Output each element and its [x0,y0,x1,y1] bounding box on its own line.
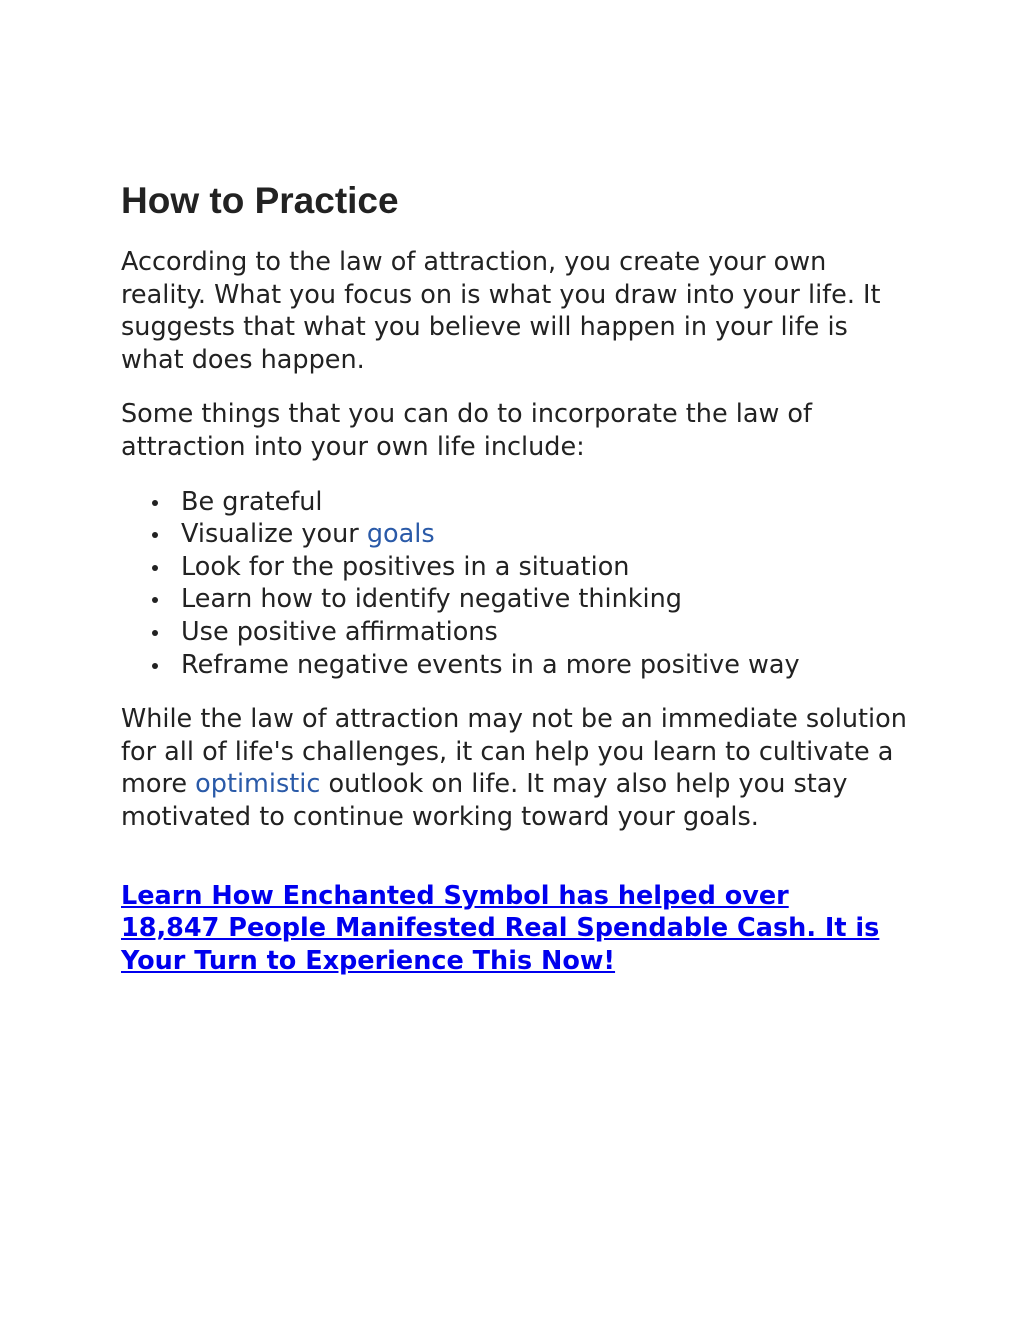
bullet-icon [152,500,158,506]
bullet-icon [152,630,158,636]
list-item [181,616,911,649]
tips-list [121,486,911,682]
list-intro-paragraph: Some things that you can do to incorporate the law of attraction into your own life include: [121,399,813,462]
list-item [181,649,911,682]
bullet-icon [152,532,158,538]
list-item-text: Learn how to identify negative thinking [181,584,682,615]
list-item [181,583,911,616]
closing-text-end: outlook on life. It may also help you stay motivated to continue working toward your goals. [121,769,848,832]
enchanted-symbol-cta-link[interactable]: Learn How Enchanted Symbol has helped over 18,847 People Manifested Real Spendable Cash. It is Your Turn to Experience This Now! [121,880,880,976]
optimistic-link[interactable]: optimistic [195,769,321,800]
article [121,178,911,977]
list-item [181,518,911,551]
list-item-text: Visualize your [181,519,367,550]
list-item-text: Reframe negative events in a more positive way [181,649,800,680]
bullet-icon [152,663,158,669]
bullet-icon [152,597,158,603]
list-item-text: Look for the positives in a situation [181,551,630,582]
list-item-text: Be grateful [181,486,323,517]
intro-paragraph: According to the law of attraction, you create your own reality. What you focus on is what you draw into your life. It suggests that what you believe will happen in your life is what does happen. [121,247,881,375]
closing-text-start: While the law of attraction may not be an immediate solution for all of life's challenges, it can help you learn to cultivate a more [121,704,907,800]
bullet-icon [152,565,158,571]
page-title: How to Practice [121,180,399,221]
list-item [181,551,911,584]
closing-paragraph [121,703,911,833]
list-item-text: Use positive affirmations [181,616,498,647]
goals-link[interactable]: goals [366,519,435,550]
list-item [181,486,911,519]
